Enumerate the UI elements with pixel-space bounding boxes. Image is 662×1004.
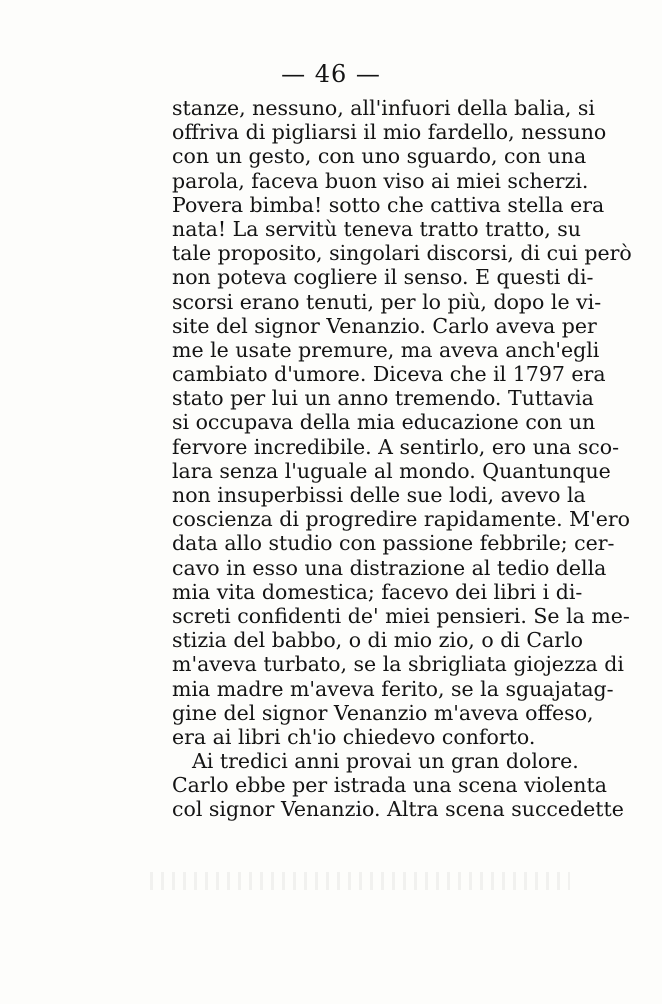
text-line: gine del signor Venanzio m'aveva offeso, bbox=[172, 700, 594, 725]
text-line: era ai libri ch'io chiedevo conforto. bbox=[172, 724, 536, 749]
text-line: stizia del babbo, o di mio zio, o di Carlo bbox=[172, 628, 584, 653]
text-line: cavo in esso una distrazione al tedio della bbox=[172, 555, 607, 580]
text-line: stato per lui un anno tremendo. Tuttavia bbox=[172, 386, 594, 411]
text-line: non poteva cogliere il senso. E questi di- bbox=[172, 265, 594, 290]
paragraph-first-line: Ai tredici anni provai un gran dolore. bbox=[192, 749, 579, 774]
text-line: offriva di pigliarsi il mio fardello, nessuno bbox=[172, 120, 607, 145]
text-line: nata! La servitù teneva tratto tratto, su bbox=[172, 216, 581, 241]
text-line: mia madre m'aveva ferito, se la sguajatag- bbox=[172, 676, 614, 701]
text-line: mia vita domestica; facevo dei libri i di- bbox=[172, 579, 583, 604]
text-line: si occupava della mia educazione con un bbox=[172, 410, 596, 435]
text-line: stanze, nessuno, all'infuori della balia, si bbox=[172, 96, 595, 120]
text-line: Povera bimba! sotto che cattiva stella era bbox=[172, 192, 605, 217]
text-line: Carlo ebbe per istrada una scena violenta bbox=[172, 773, 607, 798]
text-line: data allo studio con passione febbrile; cer- bbox=[172, 531, 615, 556]
text-line: screti confidenti de' miei pensieri. Se la me- bbox=[172, 603, 630, 628]
body-text bbox=[172, 96, 632, 822]
text-line: m'aveva turbato, se la sbrigliata giojezza di bbox=[172, 652, 624, 677]
text-line: fervore incredibile. A sentirlo, ero una sco- bbox=[172, 434, 620, 459]
text-line: tale proposito, singolari discorsi, di cui però bbox=[172, 241, 632, 266]
text-line: col signor Venanzio. Altra scena succedette bbox=[172, 797, 624, 822]
text-line: parola, faceva buon viso ai miei scherzi. bbox=[172, 168, 589, 193]
text-line: cambiato d'umore. Diceva che il 1797 era bbox=[172, 362, 606, 387]
text-line: coscienza di progredire rapidamente. M'ero bbox=[172, 507, 631, 532]
text-line: lara senza l'uguale al mondo. Quantunque bbox=[172, 458, 611, 483]
bleed-through-text bbox=[150, 872, 570, 890]
text-line: scorsi erano tenuti, per lo più, dopo le vi- bbox=[172, 289, 602, 314]
text-line: site del signor Venanzio. Carlo aveva per bbox=[172, 313, 597, 338]
text-line: con un gesto, con uno sguardo, con una bbox=[172, 144, 587, 169]
text-line: non insuperbissi delle sue lodi, avevo la bbox=[172, 483, 586, 507]
page-number: — 46 — bbox=[281, 60, 381, 88]
text-line: me le usate premure, ma aveva anch'egli bbox=[172, 337, 600, 362]
